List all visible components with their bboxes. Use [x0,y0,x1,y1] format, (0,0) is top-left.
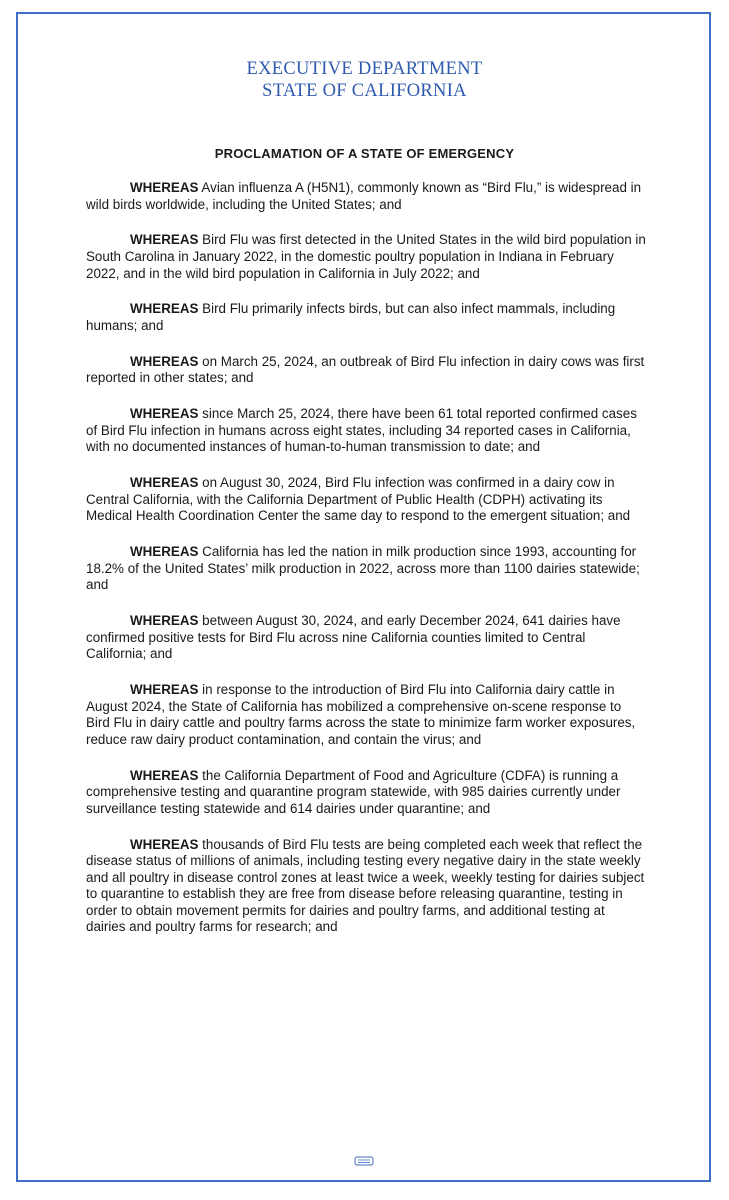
whereas-keyword: WHEREAS [130,232,199,248]
whereas-keyword: WHEREAS [130,544,199,560]
whereas-paragraph [86,682,646,748]
whereas-keyword: WHEREAS [130,836,199,852]
whereas-paragraph [86,613,646,663]
whereas-paragraph [86,768,646,818]
whereas-paragraph [86,354,646,387]
whereas-paragraph [86,475,646,525]
whereas-keyword: WHEREAS [130,406,199,422]
letterhead-state: STATE OF CALIFORNIA [262,81,467,101]
paragraph-text: in response to the introduction of Bird Flu into California dairy cattle in August 2024, the State of California has mobilized a comprehensive on-scene response to Bird Flu in dairy cattle and poultry farms across the state to minimize farm worker exposures, reduce raw dairy product contamination, and contain the virus; and [86,681,636,747]
paragraph-text: California has led the nation in milk production since 1993, accounting for 18.2% of the United States’ milk production in 2022, across more than 1100 dairies statewide; and [86,544,640,593]
paragraph-text: Bird Flu primarily infects birds, but can also infect mammals, including humans; and [86,301,616,333]
paragraph-text: since March 25, 2024, there have been 61 total reported confirmed cases of Bird Flu infection in humans across eight states, including 34 reported cases in California, with no documented instances of human-to-human transmission to date; and [86,406,637,455]
paragraph-text: between August 30, 2024, and early December 2024, 641 dairies have confirmed positive tests for Bird Flu across nine California counties limited to Central California; and [86,613,621,662]
whereas-keyword: WHEREAS [130,613,199,628]
paragraph-text: the California Department of Food and Agriculture (CDFA) is running a comprehensive testing and quarantine program statewide, with 985 dairies currently under surveillance testing statewide and 614 dairies under quarantine; and [86,767,621,816]
paragraph-text: Bird Flu was first detected in the United States in the wild bird population in South Carolina in January 2022, in the domestic poultry population in Indiana in February 2022, and in the wild bird population in California in July 2022; and [86,232,646,281]
paragraph-text: on March 25, 2024, an outbreak of Bird Flu infection in dairy cows was first reported in other states; and [86,353,645,386]
whereas-paragraph [86,232,646,282]
whereas-paragraph [86,301,646,334]
whereas-paragraph [86,180,646,213]
paragraph-text: Avian influenza A (H5N1), commonly known as “Bird Flu,” is widespread in wild birds worldwide, including the United States; and [86,180,642,212]
whereas-keyword: WHEREAS [130,681,199,697]
whereas-keyword: WHEREAS [130,475,199,491]
whereas-keyword: WHEREAS [130,353,199,369]
whereas-paragraph [86,837,646,937]
state-seal-icon [354,1155,374,1167]
whereas-keyword: WHEREAS [130,767,199,783]
whereas-keyword: WHEREAS [130,301,199,317]
letterhead-department: EXECUTIVE DEPARTMENT [246,59,483,79]
paragraph-text: thousands of Bird Flu tests are being completed each week that reflect the disease status of millions of animals, including testing every negative dairy in the state weekly and all poultry in disease control zones at least twice a week, weekly testing for dairies subject to quarantine to establish they are free from disease before releasing quarantine, testing in order to obtain movement permits for dairies and poultry farms, and additional testing at dairies and poultry farms for research; and [86,836,645,935]
whereas-paragraph [86,544,646,594]
whereas-keyword: WHEREAS [130,180,199,195]
whereas-paragraph [86,406,646,456]
document-title: PROCLAMATION OF A STATE OF EMERGENCY [214,146,515,161]
paragraph-text: on August 30, 2024, Bird Flu infection was confirmed in a dairy cow in Central California, with the California Department of Public Health (CDPH) activating its Medical Health Coordination Center the same day to respond to the emergent situation; and [86,475,631,524]
proclamation-body [86,180,646,955]
